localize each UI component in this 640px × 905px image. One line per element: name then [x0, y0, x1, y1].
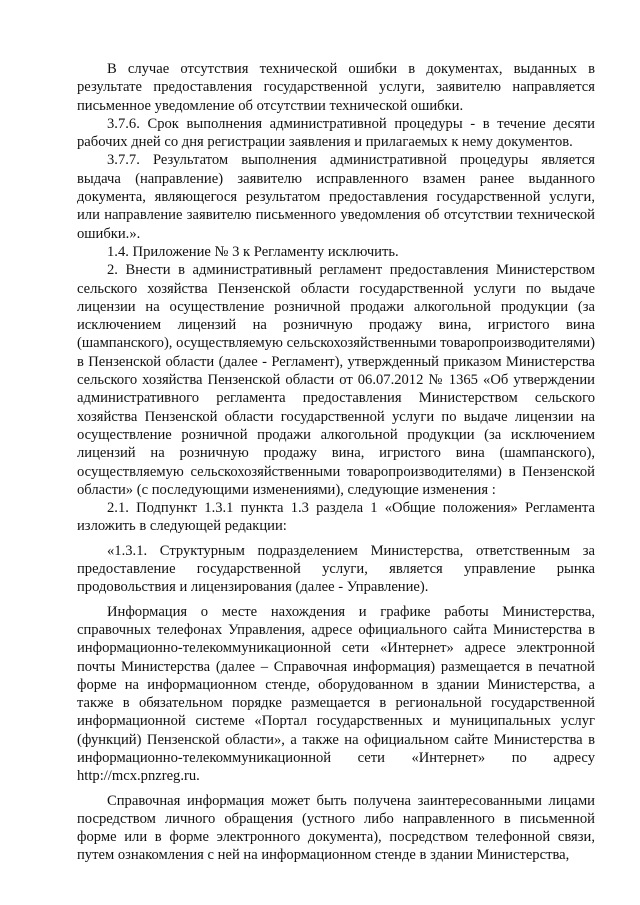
- paragraph-3-7-6: 3.7.6. Срок выполнения административной процедуры - в течение десяти рабочих дней со дня регистрации заявления и прилагаемых к нему документов.: [77, 115, 595, 151]
- paragraph-1-3-1: «1.3.1. Структурным подразделением Министерства, ответственным за предоставление государственной услуги, является управление рынка продовольствия и лицензирования (далее - Управление).: [77, 542, 595, 596]
- paragraph-2-1: 2.1. Подпункт 1.3.1 пункта 1.3 раздела 1 «Общие положения» Регламента изложить в следующей редакции:: [77, 500, 595, 535]
- paragraph-1-4: 1.4. Приложение № 3 к Регламенту исключить.: [107, 243, 399, 260]
- paragraph-no-error-notice: В случае отсутствия технической ошибки в документах, выданных в результате предоставления государственной услуги, заявителю направляется письменное уведомление об отсутствии технической ошибки.: [77, 61, 595, 114]
- document-page: [77, 60, 595, 865]
- paragraph-reference-info-access: Справочная информация может быть получена заинтересованными лицами посредством личного обращения (устного либо направленного в письменной форме или в форме электронного документа), посредством телефонной связи, путем ознакомления с ней на информационном стенде в здании Министерства,: [77, 792, 595, 864]
- paragraph-3-7-7: 3.7.7. Результатом выполнения административной процедуры является выдача (направление) заявителю исправленного взамен ранее выданного документа, являющегося результатом предоставления государственной услуги, или направление заявителю письменного уведомления об отсутствии технической ошибки.».: [77, 152, 595, 242]
- paragraph-reference-info-location: Информация о месте нахождения и графике работы Министерства, справочных телефонах Управления, адресе официального сайта Министерства в информационно-телекоммуникационной сети «Интернет» адресе электронной почты Министерства (далее – Справочная информация) размещается в печатной форме на информационном стенде, оборудованном в здании Министерства, а также в обязательном порядке размещается в региональной государственной информационной системе «Портал государственных и муниципальных услуг (функций) Пензенской области», а также на официальном сайте Министерства в информационно-телекоммуникационной сети «Интернет» по адресу http://mcx.pnzreg.ru.: [77, 603, 595, 785]
- paragraph-2: 2. Внести в административный регламент предоставления Министерством сельского хозяйства Пензенской области государственной услуги по выдаче лицензии на осуществление розничной продажи алкогольной продукции (за исключением лицензий на розничную продажу вина, игристого вина (шампанского), осуществляемую сельскохозяйственными товаропроизводителями) в Пензенской области (далее - Регламент), утвержденный приказом Министерства сельского хозяйства Пензенской области от 06.07.2012 № 1365 «Об утверждении административного регламента предоставления Министерством сельского хозяйства Пензенской области государственной услуги по выдаче лицензии на осуществление розничной продажи алкогольной продукции (за исключением лицензий на розничную продажу вина, игристого вина (шампанского), осуществляемую сельскохозяйственными товаропроизводителями) в Пензенской области» (с последующими изменениями), следующие изменения :: [77, 262, 595, 498]
